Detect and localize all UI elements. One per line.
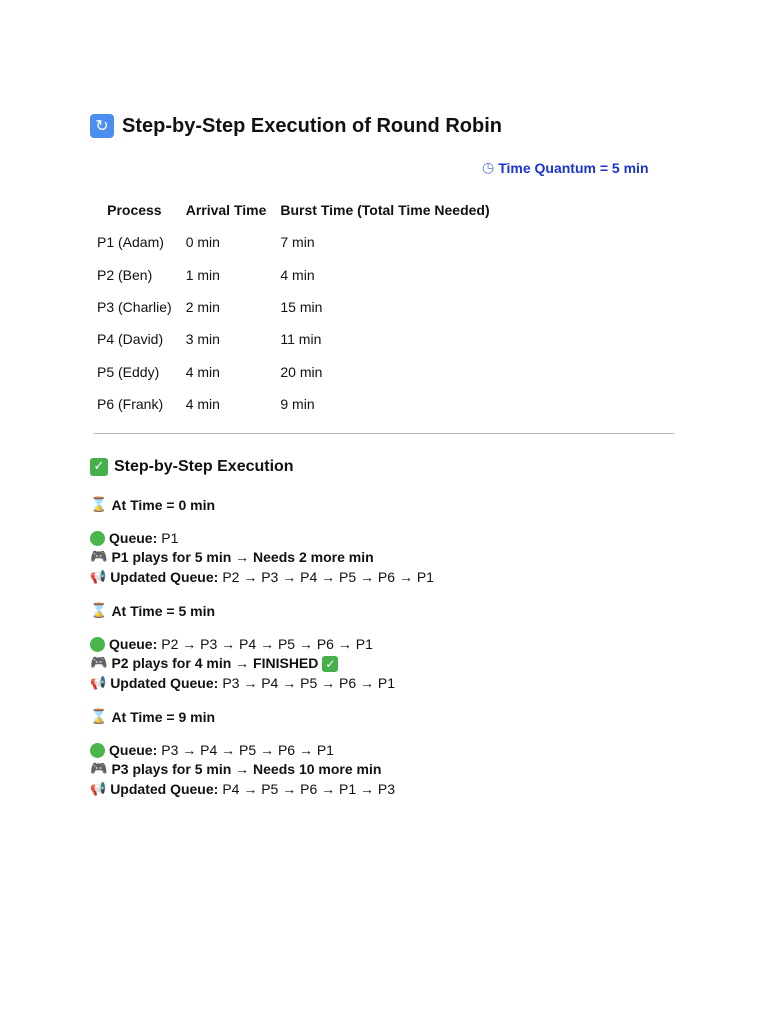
time-quantum-text: Time Quantum = 5 min: [498, 160, 649, 176]
game-controller-icon: 🎮: [90, 761, 108, 778]
queue-label: Queue:: [109, 636, 158, 652]
hourglass-icon: ⌛: [90, 603, 108, 619]
updated-queue-label: Updated Queue:: [110, 674, 219, 691]
queue-label: Queue:: [109, 530, 158, 546]
cell-burst-time: 15 min: [280, 298, 323, 315]
table-row: [90, 388, 497, 420]
execution-title-text: Step-by-Step Execution: [114, 458, 294, 475]
queue-label: Queue:: [109, 742, 158, 758]
cell-burst-time: 7 min: [280, 234, 315, 251]
green-circle-icon: [90, 743, 105, 758]
cycle-arrows-icon: ↻: [90, 114, 114, 138]
execution-step: [90, 601, 395, 693]
column-header-burst-time: Burst Time (Total Time Needed): [280, 202, 490, 218]
cell-process: P3 (Charlie): [97, 298, 172, 315]
cell-arrival-time: 0 min: [185, 234, 220, 251]
column-header-process: Process: [107, 202, 162, 218]
table-row: [90, 323, 497, 355]
cell-burst-time: 4 min: [280, 266, 315, 283]
cell-process: P2 (Ben): [97, 266, 153, 283]
play-text: P3 plays for 5 min → Needs 10 more min: [111, 761, 382, 778]
execution-step: [90, 707, 395, 799]
execution-step: [90, 495, 434, 587]
megaphone-icon: 📢: [90, 781, 107, 797]
column-header-arrival-time: Arrival Time: [185, 202, 267, 218]
megaphone-icon: 📢: [90, 569, 107, 585]
table-row: [90, 291, 497, 323]
process-table: [90, 194, 497, 420]
green-circle-icon: [90, 531, 105, 546]
cell-process: P5 (Eddy): [97, 363, 160, 380]
megaphone-icon: 📢: [90, 675, 107, 691]
table-row: [90, 258, 497, 290]
check-mark-icon: ✓: [90, 458, 108, 476]
cell-arrival-time: 2 min: [185, 298, 220, 315]
updated-queue-value: P2 → P3 → P4 → P5 → P6 → P1: [222, 568, 434, 585]
step-time-text: At Time = 9 min: [111, 709, 216, 725]
cell-arrival-time: 1 min: [185, 266, 220, 283]
play-text: P1 plays for 5 min → Needs 2 more min: [111, 549, 374, 566]
cell-burst-time: 11 min: [280, 331, 322, 348]
cell-arrival-time: 3 min: [185, 331, 220, 348]
updated-queue-value: P3 → P4 → P5 → P6 → P1: [222, 674, 396, 691]
execution-section-title: [90, 458, 294, 476]
cell-process: P4 (David): [97, 331, 164, 348]
updated-queue-label: Updated Queue:: [110, 568, 219, 585]
play-line: [90, 654, 395, 673]
table-row: [90, 226, 497, 258]
section-divider: [94, 433, 674, 434]
cell-burst-time: 20 min: [280, 363, 323, 380]
updated-queue-value: P4 → P5 → P6 → P1 → P3: [222, 780, 396, 797]
table-header-row: [90, 194, 497, 226]
updated-queue-line: [90, 674, 395, 693]
queue-line: [90, 741, 395, 760]
step-time-heading: [90, 601, 395, 621]
hourglass-icon: ⌛: [90, 497, 108, 513]
step-time-heading: [90, 707, 395, 727]
cell-process: P1 (Adam): [97, 234, 164, 251]
cell-arrival-time: 4 min: [185, 396, 220, 413]
queue-value: P1: [161, 530, 179, 546]
play-line: [90, 548, 434, 567]
queue-line: [90, 635, 395, 654]
queue-line: [90, 529, 434, 548]
game-controller-icon: 🎮: [90, 549, 108, 566]
queue-value: P2 → P3 → P4 → P5 → P6 → P1: [161, 636, 373, 652]
time-quantum-note: [482, 160, 649, 176]
check-mark-icon: ✓: [322, 656, 338, 672]
updated-queue-label: Updated Queue:: [110, 780, 219, 797]
step-time-text: At Time = 0 min: [111, 497, 216, 513]
page-title-text: Step-by-Step Execution of Round Robin: [122, 114, 502, 137]
step-time-heading: [90, 495, 434, 515]
clock-icon: ◷: [482, 160, 495, 176]
play-line: [90, 760, 395, 779]
cell-process: P6 (Frank): [97, 396, 164, 413]
cell-burst-time: 9 min: [280, 396, 315, 413]
queue-value: P3 → P4 → P5 → P6 → P1: [161, 742, 334, 758]
hourglass-icon: ⌛: [90, 709, 108, 725]
updated-queue-line: [90, 780, 395, 799]
game-controller-icon: 🎮: [90, 655, 108, 672]
page-title: [90, 114, 502, 138]
play-text: P2 plays for 4 min → FINISHED: [111, 655, 319, 672]
updated-queue-line: [90, 568, 434, 587]
cell-arrival-time: 4 min: [185, 363, 220, 380]
table-row: [90, 356, 497, 388]
step-time-text: At Time = 5 min: [111, 603, 216, 619]
green-circle-icon: [90, 637, 105, 652]
